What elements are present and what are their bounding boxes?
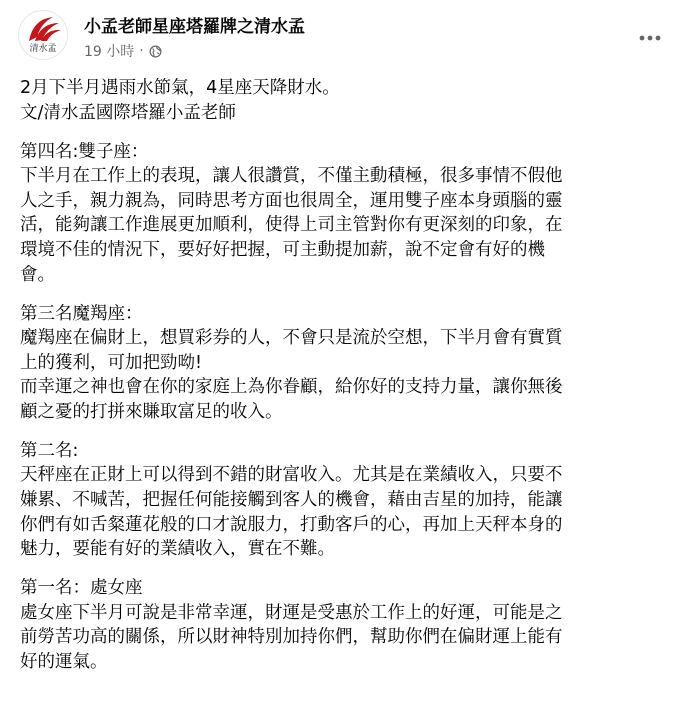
post-text-line: 上的獲利，可加把勁呦! — [20, 352, 203, 373]
post-text-line: 文/清水孟國際塔羅小孟老師 — [20, 102, 236, 123]
avatar-logo-text: 清水孟 — [29, 44, 57, 54]
post-paragraph — [20, 76, 666, 125]
post-text-line: 會。 — [20, 264, 55, 285]
avatar-logo — [19, 11, 67, 59]
post-text-line: 第一名：處女座 — [20, 578, 143, 599]
post-text-line: 天秤座在正財上可以得到不錯的財富收入。尤其是在業績收入，只要不 — [20, 465, 563, 486]
post-paragraph — [20, 140, 666, 288]
post-timestamp[interactable]: 19 小時 — [84, 44, 135, 60]
page-avatar[interactable] — [18, 10, 68, 60]
post-text-line: 第二名: — [20, 440, 79, 461]
post-paragraph — [20, 439, 666, 562]
post-text-line: 處女座下半月可說是非常幸運，財運是受惠於工作上的好運，可能是之 — [20, 602, 563, 623]
post-text-line: 活，能夠讓工作進展更加順利，使得上司主管對你有更深刻的印象，在 — [20, 215, 563, 236]
post-meta — [84, 41, 162, 61]
post-text-line: 第三名魔羯座： — [20, 303, 143, 324]
post-text-line: 下半月在工作上的表現，讓人很讚賞，不僅主動積極，很多事情不假他 — [20, 166, 563, 187]
post-text-line: 第四名:雙子座： — [20, 141, 149, 162]
more-options-button[interactable] — [632, 20, 668, 56]
post-text-line: 前勞苦功高的關係，所以財神特別加持你們，幫助你們在偏財運上能有 — [20, 627, 563, 648]
post-text-line: 2月下半月遇雨水節氣，4星座天降財水。 — [20, 78, 340, 98]
post-paragraph — [20, 576, 666, 674]
post-text-line: 你們有如舌粲蓮花般的口才說服力，打動客戶的心，再加上天秤本身的 — [20, 514, 563, 535]
post-text-line: 環境不佳的情況下，要好好把握，可主動提加薪，說不定會有好的機 — [20, 239, 545, 260]
post-text-line: 人之手，親力親為，同時思考方面也很周全，運用雙子座本身頭腦的靈 — [20, 190, 563, 211]
post-header — [18, 8, 668, 64]
meta-separator: · — [139, 43, 144, 59]
post-text-line: 而幸運之神也會在你的家庭上為你眷顧，給你好的支持力量，讓你無後 — [20, 377, 563, 398]
globe-icon[interactable] — [149, 45, 162, 58]
more-horizontal-icon — [639, 35, 661, 41]
post-text-line: 好的運氣。 — [20, 652, 108, 673]
post-text-line: 魅力，要能有好的業績收入，實在不難。 — [20, 539, 335, 560]
post-text-line: 嫌累、不喊苦，把握任何能接觸到客人的機會，藉由吉星的加持，能讓 — [20, 490, 563, 511]
post-paragraph — [20, 302, 666, 425]
post-text-line: 魔羯座在偏財上，想買彩券的人，不會只是流於空想，下半月會有實質 — [20, 328, 563, 349]
page-name-link[interactable]: 小孟老師星座塔羅牌之清水孟 — [84, 17, 305, 37]
post-text-line: 顧之憂的打拼來賺取富足的收入。 — [20, 401, 283, 422]
post-body — [20, 76, 666, 689]
